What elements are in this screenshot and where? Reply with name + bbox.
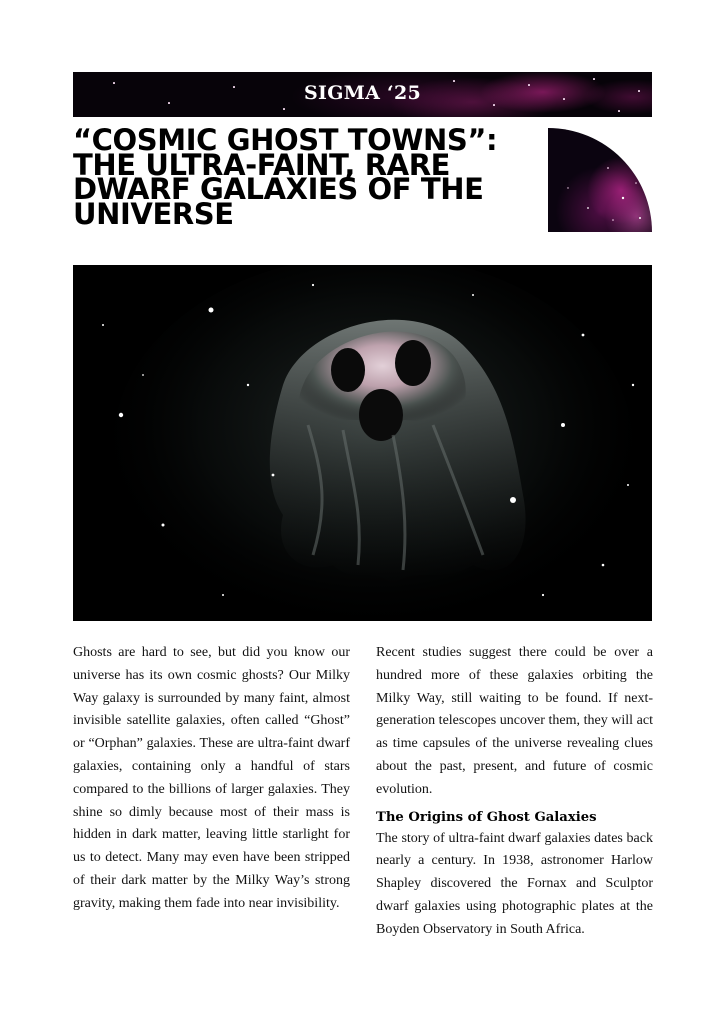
corner-decoration	[548, 128, 652, 232]
header-banner	[73, 72, 652, 117]
section-subheading: The Origins of Ghost Galaxies	[376, 809, 597, 825]
studies-paragraph: Recent studies suggest there could be over a hundred more of these galaxies orbiting the Milky Way, still waiting to be found. If next-generation telescopes uncover them, they will act as time capsules of the universe revealing clues about the past, present, and future of cosmic evolution.	[376, 645, 653, 797]
ghost-galaxy-illustration	[73, 265, 652, 621]
hero-image	[73, 265, 652, 621]
article-headline: “COSMIC GHOST TOWNS”: THE ULTRA-FAINT, RARE DWARF GALAXIES OF THE UNIVERSE	[73, 123, 498, 231]
article-column-left	[73, 642, 350, 916]
article-column-right	[376, 642, 653, 942]
corner-starfield	[548, 128, 652, 232]
banner-title: SIGMA ‘25	[304, 82, 421, 104]
intro-paragraph: Ghosts are hard to see, but did you know our universe has its own cosmic ghosts? Our Milky Way galaxy is surrounded by many faint, almost invisible satellite galaxies, often called “Ghost” or “Orphan” galaxies. These are ultra-faint dwarf galaxies, containing only a handful of stars compared to the billions of larger galaxies. They shine so dimly because most of their mass is hidden in dark matter, leaving little starlight for us to detect. Many may even have been stripped of their dark matter by the Milky Way’s strong gravity, making them fade into near invisibility.	[73, 645, 350, 911]
origins-paragraph: The story of ultra-faint dwarf galaxies dates back nearly a century. In 1938, astronomer Harlow Shapley discovered the Fornax and Sculptor dwarf galaxies using photographic plates at the Boyden Observatory in South Africa.	[376, 830, 653, 937]
